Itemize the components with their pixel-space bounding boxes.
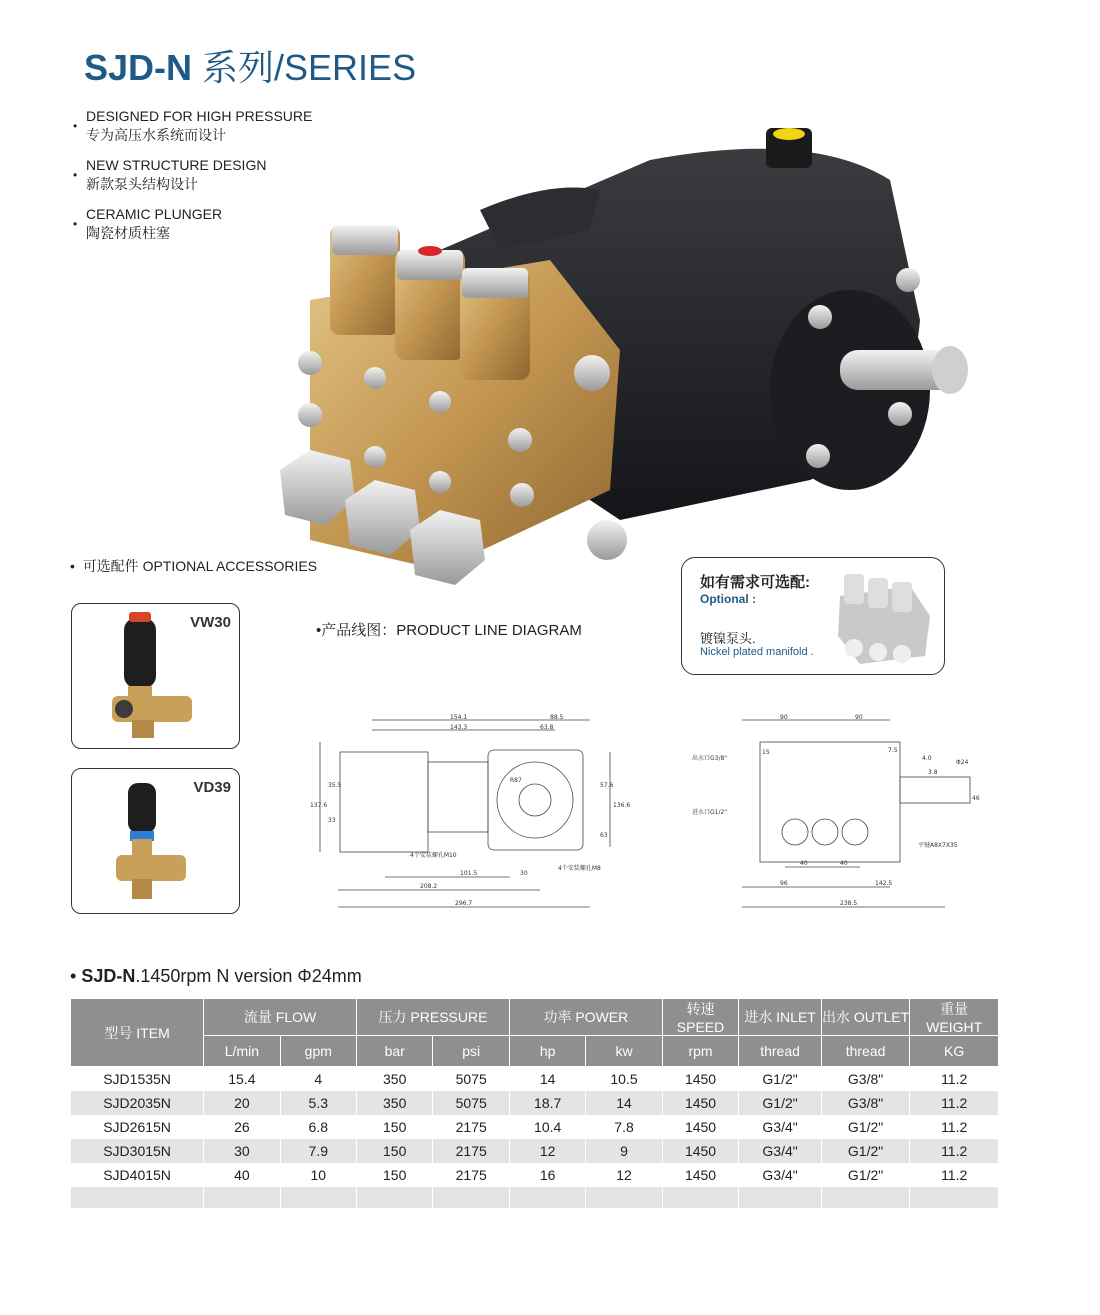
optional-item-en: Nickel plated manifold . (700, 646, 814, 658)
accessories-title: • 可选配件 OPTIONAL ACCESSORIES (70, 558, 318, 574)
table-units-row (71, 1036, 999, 1067)
table-cell: 5075 (433, 1091, 510, 1115)
unit-header: KG (910, 1036, 999, 1067)
table-cell: G3/8" (821, 1067, 910, 1092)
svg-text:142.5: 142.5 (875, 880, 893, 887)
svg-text:101.5: 101.5 (460, 870, 478, 877)
spec-heading: • SJD-N.1450rpm N version Φ24mm (70, 966, 362, 986)
table-cell: G1/2" (821, 1115, 910, 1139)
svg-text:R87: R87 (510, 777, 522, 784)
table-cell: 6.8 (280, 1115, 356, 1139)
table-cell: G1/2" (821, 1139, 910, 1163)
spec-table (71, 999, 999, 1208)
svg-text:137.6: 137.6 (310, 802, 328, 809)
feature-1: • DESIGNED FOR HIGH PRESSURE 专为高压水系统而设计 (73, 108, 313, 143)
table-cell: 5.3 (280, 1091, 356, 1115)
col-header: 型号 ITEM (71, 999, 204, 1067)
svg-text:63: 63 (600, 832, 608, 839)
svg-text:40: 40 (840, 860, 848, 867)
model-cell: SJD3015N (71, 1139, 204, 1163)
diagram-title: •产品线图：PRODUCT LINE DIAGRAM (316, 622, 582, 639)
svg-text:35.5: 35.5 (328, 782, 342, 789)
model-cell: SJD4015N (71, 1163, 204, 1187)
accessory-label: VW30 (190, 614, 231, 631)
table-cell: 11.2 (910, 1067, 999, 1092)
unit-header: bar (356, 1036, 432, 1067)
accessory-card-vd39 (71, 768, 240, 914)
svg-text:46: 46 (972, 795, 980, 802)
table-cell: G3/4" (739, 1163, 821, 1187)
unit-header: hp (509, 1036, 585, 1067)
table-row (71, 1163, 999, 1187)
table-cell: 10.5 (586, 1067, 662, 1092)
model-cell: SJD2035N (71, 1091, 204, 1115)
accessory-label: VD39 (193, 779, 231, 796)
table-cell: 1450 (662, 1115, 739, 1139)
unit-header: rpm (662, 1036, 739, 1067)
series-label: 系列/SERIES (192, 47, 417, 88)
table-cell: 7.8 (586, 1115, 662, 1139)
svg-text:Φ24: Φ24 (956, 759, 969, 766)
svg-text:90: 90 (780, 714, 788, 721)
col-header: 转速 SPEED (662, 999, 739, 1036)
unit-header: gpm (280, 1036, 356, 1067)
valve-vd39-image (102, 777, 222, 907)
model-cell: SJD2615N (71, 1115, 204, 1139)
svg-text:进水口G1/2": 进水口G1/2" (692, 809, 728, 816)
svg-text:40: 40 (800, 860, 808, 867)
table-row-empty (71, 1187, 999, 1208)
table-cell: 1450 (662, 1091, 739, 1115)
table-cell: 150 (356, 1139, 432, 1163)
table-row (71, 1067, 999, 1092)
svg-text:88.5: 88.5 (550, 714, 564, 721)
unit-header: thread (739, 1036, 821, 1067)
table-cell: 10 (280, 1163, 356, 1187)
col-header: 出水 OUTLET (821, 999, 910, 1036)
feature-2: • NEW STRUCTURE DESIGN 新款泵头结构设计 (73, 157, 267, 192)
table-cell: 1450 (662, 1139, 739, 1163)
table-cell: 12 (586, 1163, 662, 1187)
table-cell: 14 (586, 1091, 662, 1115)
table-cell: 150 (356, 1163, 432, 1187)
accessory-card-vw30 (71, 603, 240, 749)
svg-text:154.1: 154.1 (450, 714, 468, 721)
unit-header: thread (821, 1036, 910, 1067)
table-cell: 40 (204, 1163, 280, 1187)
col-header: 压力 PRESSURE (356, 999, 509, 1036)
table-cell: 2175 (433, 1115, 510, 1139)
model-name: SJD-N (84, 47, 193, 88)
svg-text:4个安装螺孔M8: 4个安装螺孔M8 (558, 865, 601, 872)
table-cell: G1/2" (739, 1091, 821, 1115)
table-cell: G1/2" (739, 1067, 821, 1092)
svg-text:143.3: 143.3 (450, 724, 468, 731)
svg-text:4个安装螺孔M10: 4个安装螺孔M10 (410, 852, 457, 859)
optional-box (681, 557, 945, 675)
svg-text:238.5: 238.5 (840, 900, 858, 907)
svg-text:33: 33 (328, 817, 336, 824)
table-cell: 350 (356, 1067, 432, 1092)
unit-header: kw (586, 1036, 662, 1067)
table-cell: 350 (356, 1091, 432, 1115)
col-header: 功率 POWER (509, 999, 662, 1036)
table-row (71, 1139, 999, 1163)
table-cell: 150 (356, 1115, 432, 1139)
table-cell: 2175 (433, 1163, 510, 1187)
col-header: 进水 INLET (739, 999, 821, 1036)
svg-text:平键A8X7X35: 平键A8X7X35 (918, 842, 958, 849)
table-cell: 1450 (662, 1067, 739, 1092)
table-cell: 2175 (433, 1139, 510, 1163)
table-cell: 7.9 (280, 1139, 356, 1163)
optional-item-zh: 镀镍泵头. (700, 631, 756, 646)
optional-title: 如有需求可选配: (700, 574, 810, 591)
table-cell: 5075 (433, 1067, 510, 1092)
table-cell: 12 (509, 1139, 585, 1163)
valve-vw30-image (102, 612, 222, 742)
col-header: 重量 WEIGHT (910, 999, 999, 1036)
table-cell: 4 (280, 1067, 356, 1092)
unit-header: psi (433, 1036, 510, 1067)
table-cell: G1/2" (821, 1163, 910, 1187)
svg-text:136.6: 136.6 (613, 802, 631, 809)
model-cell: SJD1535N (71, 1067, 204, 1092)
svg-text:出水口G3/8": 出水口G3/8" (692, 755, 728, 762)
svg-text:30: 30 (520, 870, 528, 877)
svg-text:7.5: 7.5 (888, 747, 898, 754)
table-cell: 10.4 (509, 1115, 585, 1139)
table-cell: 18.7 (509, 1091, 585, 1115)
table-cell: G3/4" (739, 1139, 821, 1163)
svg-text:4.0: 4.0 (922, 755, 932, 762)
table-cell: 11.2 (910, 1139, 999, 1163)
table-cell: 20 (204, 1091, 280, 1115)
table-cell: G3/4" (739, 1115, 821, 1139)
table-header-row (71, 999, 999, 1036)
pump-image (270, 120, 980, 590)
svg-text:15: 15 (762, 749, 770, 756)
nickel-manifold-image (830, 566, 940, 666)
table-row (71, 1115, 999, 1139)
svg-text:3.8: 3.8 (928, 769, 938, 776)
table-cell: G3/8" (821, 1091, 910, 1115)
unit-header: L/min (204, 1036, 280, 1067)
feature-3: • CERAMIC PLUNGER 陶瓷材质柱塞 (73, 206, 223, 241)
svg-text:57.6: 57.6 (600, 782, 614, 789)
table-row (71, 1091, 999, 1115)
table-cell: 30 (204, 1139, 280, 1163)
table-cell: 11.2 (910, 1091, 999, 1115)
table-cell: 14 (509, 1067, 585, 1092)
svg-text:208.2: 208.2 (420, 883, 438, 890)
svg-text:63.8: 63.8 (540, 724, 554, 731)
front-view-diagram (690, 712, 990, 917)
table-cell: 26 (204, 1115, 280, 1139)
optional-subtitle: Optional : (700, 592, 756, 606)
table-cell: 15.4 (204, 1067, 280, 1092)
table-cell: 11.2 (910, 1163, 999, 1187)
table-cell: 9 (586, 1139, 662, 1163)
page-title (84, 40, 416, 91)
col-header: 流量 FLOW (204, 999, 357, 1036)
table-cell: 16 (509, 1163, 585, 1187)
table-cell: 11.2 (910, 1115, 999, 1139)
table-cell: 1450 (662, 1163, 739, 1187)
svg-text:90: 90 (855, 714, 863, 721)
side-view-diagram (310, 712, 631, 917)
svg-text:296.7: 296.7 (455, 900, 473, 907)
svg-text:96: 96 (780, 880, 788, 887)
